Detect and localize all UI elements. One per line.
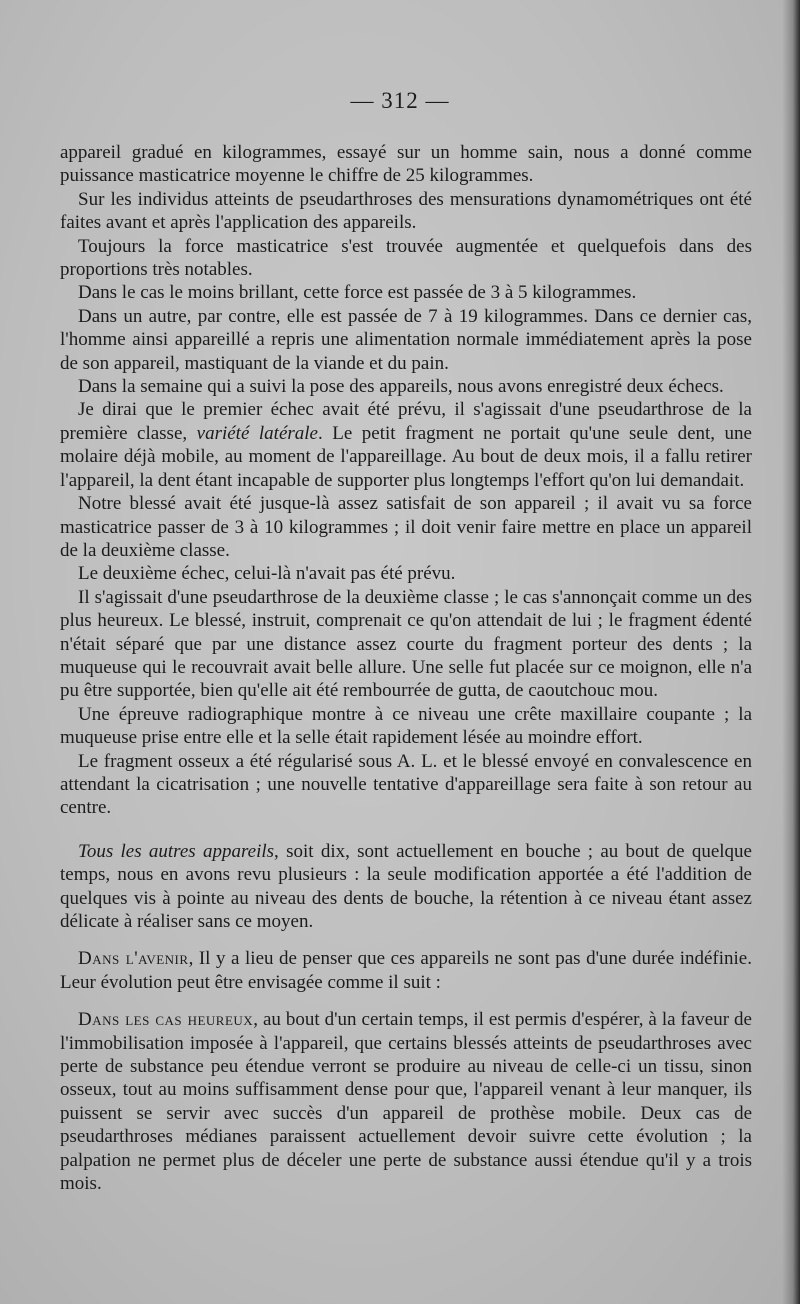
paragraph: Sur les individus atteints de pseudarthroses des mensurations dynamométriques ont été faites avant et après l'application des appareils.: [60, 188, 752, 234]
paragraph-text: , Il y a lieu de penser que ces appareils ne sont pas d'une durée indéfinie. Leur évolution peut être envisagée comme il suit :: [60, 948, 752, 993]
body-text: [60, 141, 752, 1195]
paragraph: Dans le cas le moins brillant, cette force est passée de 3 à 5 kilogrammes.: [78, 282, 637, 304]
paragraph: appareil gradué en kilogrammes, essayé sur un homme sain, nous a donné comme puissance masticatrice moyenne le chiffre de 25 kilogrammes.: [60, 142, 752, 187]
italic-lead: Tous les autres appareils: [78, 840, 275, 862]
page-number: — 312 —: [350, 88, 450, 113]
paragraph: Une épreuve radiographique montre à ce niveau une crête maxillaire coupante ; la muqueuse prise entre elle et la selle était rapidement lésée au moindre effort.: [60, 703, 752, 749]
italic-term: variété latérale: [196, 422, 318, 444]
paragraph-text: , au bout d'un certain temps, il est permis d'espérer, à la faveur de l'immobilisation imposée à l'appareil, que certains blessés atteints de pseudarthroses avec perte de substance peu étendue verront se produire au niveau de celle-ci un tissu, sinon osseux, tout au moins suffisamment dense pour que, l'appareil venant à leur manquer, ils puissent se servir avec succès d'un appareil de prothèse mobile. Deux cas de pseudarthroses médianes paraissent actuellement devoir suivre cette évolution ; la palpation ne permet plus de déceler une perte de substance aussi étendue qu'il y a trois mois.: [60, 1009, 752, 1195]
paragraph: Il s'agissait d'une pseudarthrose de la deuxième classe ; le cas s'annonçait comme un des plus heureux. Le blessé, instruit, comprenait ce qu'on attendait de lui ; le fragment édenté n'était séparé que par une distance assez courte du fragment porteur des dents ; la muqueuse qui le recouvrait avait belle allure. Une selle fut placée sur ce moignon, elle n'a pu être supportée, bien qu'elle ait été rembourrée de gutta, de caoutchouc mou.: [60, 586, 752, 702]
page-edge-shadow: [782, 0, 800, 1304]
paragraph-text: Je dirai que le premier échec avait été prévu, il s'agissait d'une pseudarthrose de la première classe,: [60, 399, 752, 444]
paragraph: Le deuxième échec, celui-là n'avait pas été prévu.: [78, 563, 456, 585]
paragraph-text: , soit dix, sont actuellement en bouche ; au bout de quelque temps, nous en avons revu plusieurs : la seule modification apportée a été l'addition de quelques vis à pointe au niveau des dents de bouche, la rétention à ce niveau étant assez délicate à réaliser sans ce moyen.: [60, 840, 752, 932]
paragraph: Dans un autre, par contre, elle est passée de 7 à 19 kilogrammes. Dans ce dernier cas, l'homme ainsi appareillé a repris une alimentation normale immédiatement après la pose de son appareil, mastiquant de la viande et du pain.: [60, 305, 752, 374]
paragraph: Dans la semaine qui a suivi la pose des appareils, nous avons enregistré deux échecs.: [78, 376, 724, 398]
paragraph: Notre blessé avait été jusque-là assez satisfait de son appareil ; il avait vu sa force masticatrice passer de 3 à 10 kilogrammes ; il doit venir faire mettre en place un appareil de la deuxième classe.: [60, 493, 752, 561]
paragraph: Toujours la force masticatrice s'est trouvée augmentée et quelquefois dans des proportions très notables.: [60, 235, 752, 281]
smallcaps-lead: Dans l'avenir: [78, 948, 189, 970]
paragraph: Le fragment osseux a été régularisé sous A. L. et le blessé envoyé en convalescence en attendant la cicatrisation ; une nouvelle tentative d'appareillage sera faite à son retour au centre.: [60, 750, 752, 819]
paragraph-text: . Le petit fragment ne portait qu'une seule dent, une molaire déjà mobile, au moment de l'appareillage. Au bout de deux mois, il a fallu retirer l'appareil, la dent étant incapable de supporter plus longtemps l'effort qu'on lui demandait.: [60, 422, 752, 491]
smallcaps-lead: Dans les cas heureux: [78, 1009, 254, 1031]
paragraph: [60, 947, 752, 994]
paragraph: [60, 398, 752, 492]
paragraph: [60, 840, 752, 934]
paragraph: [60, 1008, 752, 1195]
